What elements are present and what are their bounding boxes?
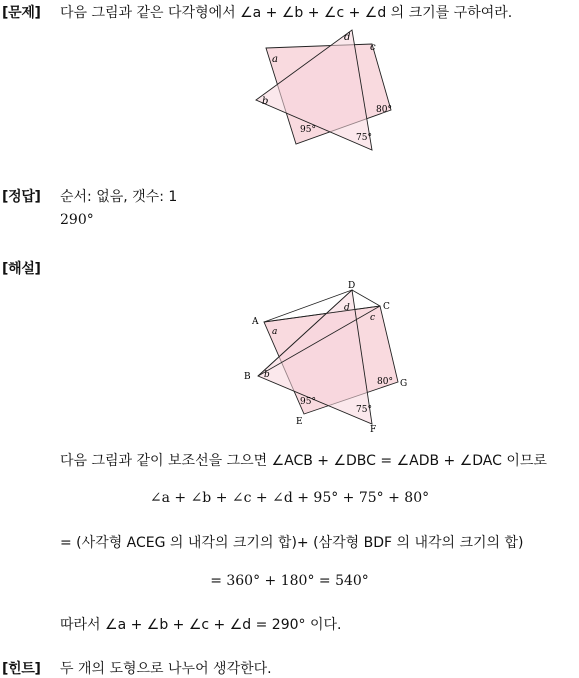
aux-line-dc [352,290,380,306]
point-d: D [348,281,356,291]
hint-text: 두 개의 도형으로 나누어 생각한다. [60,661,272,677]
solution-label-75: 75° [356,405,372,415]
point-b: B [244,372,251,382]
solution-line-5: 따라서 ∠a + ∠b + ∠c + ∠d = 290° 이다. [60,617,342,633]
solution-tag: [해설] [2,261,41,277]
solution-label-c: c [370,313,376,323]
solution-line-2: ∠a + ∠b + ∠c + ∠d + 95° + 75° + 80° [149,490,430,506]
point-e: E [296,417,303,427]
problem-figure [248,28,398,154]
hint-tag: [힌트] [2,661,41,677]
problem-label-95: 95° [300,125,316,135]
solution-label-95: 95° [300,397,316,407]
solution-line-4: = 360° + 180° = 540° [210,573,369,589]
solution-line-3: = (사각형 ACEG 의 내각의 크기의 합)+ (삼각형 BDF 의 내각의 크기의 합) [60,535,524,551]
problem-label-b: b [262,96,269,107]
solution-label-b: b [264,370,270,380]
solution-label-d: d [344,303,350,313]
problem-label-d: d [344,32,351,43]
answer-line2: 290° [60,212,94,228]
solution-figure [238,280,413,432]
solution-line-1: 다음 그림과 같이 보조선을 그으면 ∠ACB + ∠DBC = ∠ADB + ∠DAC 이므로 [60,453,547,469]
point-c: C [383,302,390,312]
point-a: A [252,317,259,327]
problem-text: 다음 그림과 같은 다각형에서 ∠a + ∠b + ∠c + ∠d 의 크기를 구하여라. [60,5,513,21]
problem-label-75: 75° [356,133,372,143]
point-f: F [370,425,377,432]
problem-label-80: 80° [376,105,392,115]
solution-label-a: a [272,327,278,337]
solution-label-80: 80° [377,377,393,387]
answer-line1: 순서: 없음, 갯수: 1 [60,189,178,205]
answer-tag: [정답] [2,189,41,205]
problem-tag: [문제] [2,5,41,21]
problem-label-a: a [272,54,278,65]
point-g: G [400,379,408,389]
problem-label-c: c [370,42,376,53]
